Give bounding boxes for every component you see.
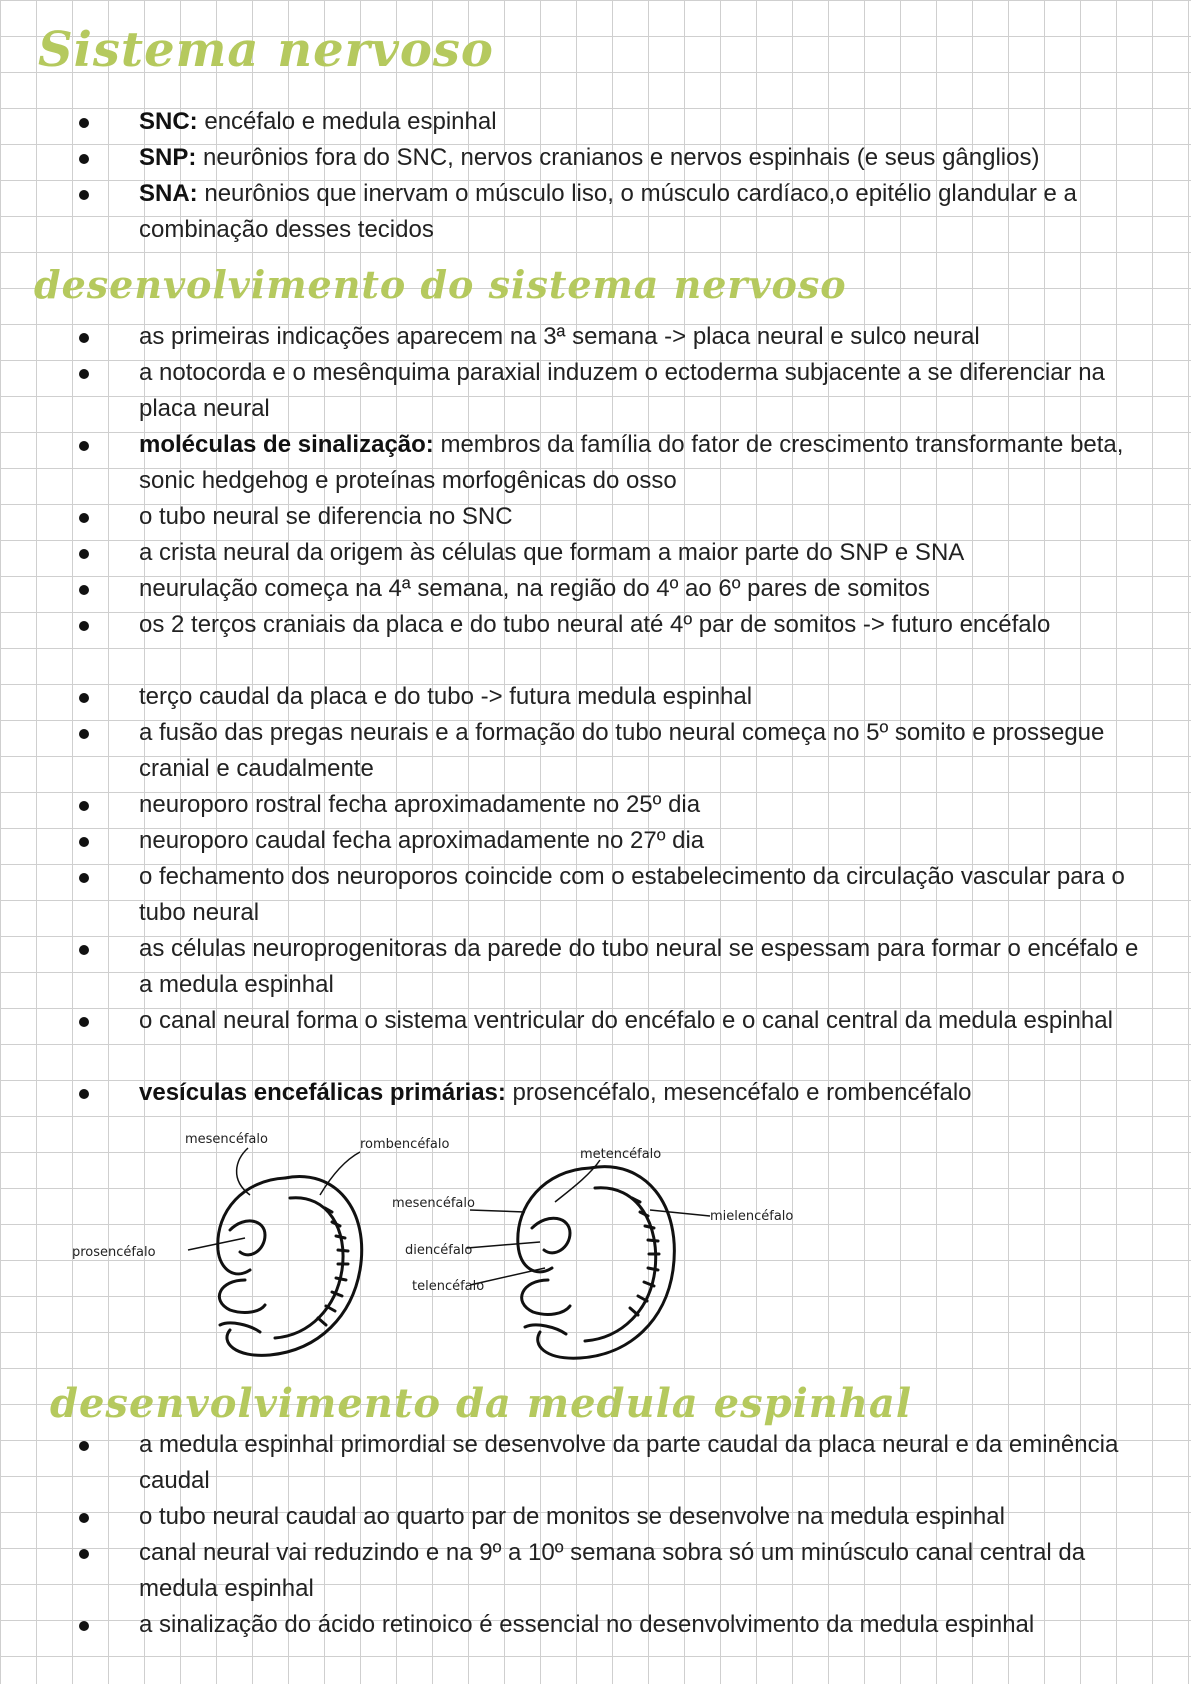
label-metencefalo: metencéfalo — [580, 1147, 662, 1162]
list-item-text — [139, 859, 1139, 931]
list-item-text — [139, 427, 1139, 499]
list-item-body: neuroporo rostral fecha aproximadamente no 25º dia — [139, 791, 701, 818]
bullet-icon — [79, 585, 89, 595]
bullet-icon — [79, 801, 89, 811]
list-item-text — [139, 1427, 1139, 1499]
list-item-body: o canal neural forma o sistema ventricular do encéfalo e o canal central da medula espinhal — [139, 1007, 1113, 1034]
list-item-text — [139, 607, 1139, 643]
list-item-keyword: SNP: — [139, 144, 197, 171]
bullet-icon — [79, 621, 89, 631]
list-item-text — [139, 499, 1139, 535]
bullet-icon — [79, 369, 89, 379]
list-item-keyword: moléculas de sinalização: — [139, 431, 434, 458]
list-item-body: prosencéfalo, mesencéfalo e rombencéfalo — [505, 1079, 972, 1106]
list-item-text — [139, 176, 1139, 248]
bullet-icon — [79, 1621, 89, 1631]
list-item-body: o tubo neural caudal ao quarto par de monitos se desenvolve na medula espinhal — [139, 1503, 1005, 1530]
list-item-text — [139, 823, 1139, 859]
list-item-body: as primeiras indicações aparecem na 3ª semana -> placa neural e sulco neural — [139, 323, 980, 350]
list-item-text — [139, 679, 1139, 715]
label-prosencefalo: prosencéfalo — [72, 1245, 156, 1260]
label-diencefalo: diencéfalo — [405, 1243, 473, 1258]
list-item-text — [139, 104, 1139, 140]
bullet-icon — [79, 729, 89, 739]
label-mesencefalo-right: mesencéfalo — [392, 1196, 475, 1211]
list-item-body: as células neuroprogenitoras da parede do tubo neural se espessam para formar o encéfalo e a medula espinhal — [139, 935, 1139, 998]
list-item-body: a sinalização do ácido retinoico é essencial no desenvolvimento da medula espinhal — [139, 1611, 1035, 1638]
list-item-body: os 2 terços craniais da placa e do tubo neural até 4º par de somitos -> futuro encéfalo — [139, 611, 1051, 638]
list-item-body: a crista neural da origem às células que formam a maior parte do SNP e SNA — [139, 539, 965, 566]
section-heading-spinal: desenvolvimento da medula espinhal — [50, 1380, 913, 1427]
label-mesencefalo-left: mesencéfalo — [185, 1132, 268, 1147]
embryo-left-illustration — [218, 1177, 362, 1356]
diagram-leader-lines — [188, 1148, 710, 1285]
brain-vesicles-diagram — [70, 1120, 830, 1380]
list-item-body: neuroporo caudal fecha aproximadamente no 27º dia — [139, 827, 705, 854]
label-rombencefalo: rombencéfalo — [360, 1137, 450, 1152]
bullet-icon — [79, 1089, 89, 1099]
section-heading-development: desenvolvimento do sistema nervoso — [34, 262, 847, 307]
list-item-body: neurulação começa na 4ª semana, na região do 4º ao 6º pares de somitos — [139, 575, 930, 602]
list-item-body: canal neural vai reduzindo e na 9º a 10º semana sobra só um minúsculo canal central da medula espinhal — [139, 1539, 1086, 1602]
list-item-body: a fusão das pregas neurais e a formação do tubo neural começa no 5º somito e prossegue cranial e caudalmente — [139, 719, 1105, 782]
bullet-icon — [79, 513, 89, 523]
bullet-icon — [79, 837, 89, 847]
list-item-text — [139, 1607, 1139, 1643]
bullet-icon — [79, 549, 89, 559]
list-item-body: encéfalo e medula espinhal — [197, 108, 497, 135]
list-item-body: neurônios que inervam o músculo liso, o músculo cardíaco,o epitélio glandular e a combinação desses tecidos — [139, 180, 1077, 243]
list-item-body: o tubo neural se diferencia no SNC — [139, 503, 513, 530]
list-item-text — [139, 571, 1139, 607]
list-item-body: o fechamento dos neuroporos coincide com o estabelecimento da circulação vascular para o tubo neural — [139, 863, 1125, 926]
label-telencefalo: telencéfalo — [412, 1279, 485, 1294]
list-item-text — [139, 1003, 1139, 1039]
list-item-body: neurônios fora do SNC, nervos cranianos e nervos espinhais (e seus gânglios) — [196, 144, 1040, 171]
list-item-keyword: SNA: — [139, 180, 198, 207]
list-item-text — [139, 715, 1139, 787]
page-title: Sistema nervoso — [38, 22, 494, 78]
list-item-body: terço caudal da placa e do tubo -> futura medula espinhal — [139, 683, 753, 710]
bullet-icon — [79, 873, 89, 883]
bullet-icon — [79, 1441, 89, 1451]
list-item-text — [139, 787, 1139, 823]
list-item-text — [139, 140, 1139, 176]
list-item-text — [139, 319, 1139, 355]
bullet-icon — [79, 190, 89, 200]
list-item-text — [139, 931, 1139, 1003]
list-item-body: a notocorda e o mesênquima paraxial induzem o ectoderma subjacente a se diferenciar na placa neural — [139, 359, 1105, 422]
bullet-icon — [79, 441, 89, 451]
bullet-icon — [79, 154, 89, 164]
list-item-body: a medula espinhal primordial se desenvolve da parte caudal da placa neural e da eminência caudal — [139, 1431, 1119, 1494]
list-item-body: membros da família do fator de crescimento transformante beta, sonic hedgehog e proteínas morfogênicas do osso — [139, 431, 1124, 494]
bullet-icon — [79, 118, 89, 128]
list-item-text — [139, 355, 1139, 427]
label-mielencefalo: mielencéfalo — [710, 1209, 794, 1224]
bullet-icon — [79, 1513, 89, 1523]
bullet-icon — [79, 1017, 89, 1027]
list-item-text — [139, 1535, 1139, 1607]
bullet-icon — [79, 1549, 89, 1559]
list-item-keyword: SNC: — [139, 108, 198, 135]
list-item-text — [139, 1075, 1139, 1111]
embryo-right-illustration — [518, 1167, 675, 1359]
bullet-icon — [79, 693, 89, 703]
list-item-keyword: vesículas encefálicas primárias: — [139, 1079, 506, 1106]
list-item-text — [139, 535, 1139, 571]
bullet-icon — [79, 945, 89, 955]
bullet-icon — [79, 333, 89, 343]
list-item-text — [139, 1499, 1139, 1535]
